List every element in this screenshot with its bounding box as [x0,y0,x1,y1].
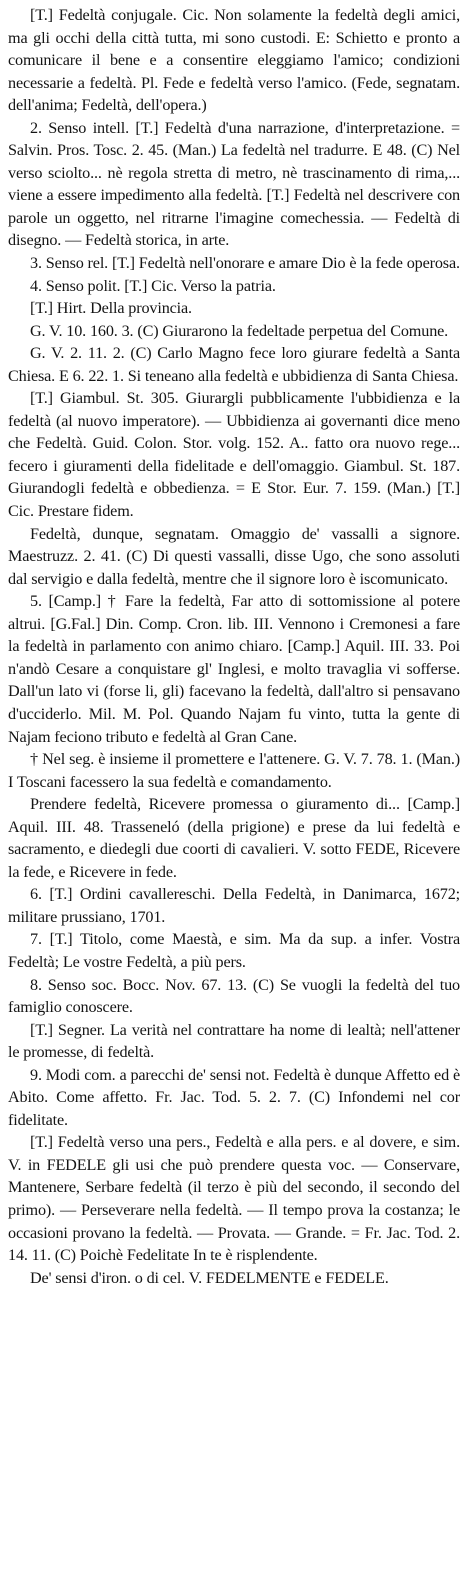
paragraph-fedelta-conjugale: [T.] Fedeltà conjugale. Cic. Non solamente la fedeltà degli amici, ma gli occhi della città tutta, mi sono custodi. E: Schietto e pronto a comunicare il bene e a consentire eleggiamo l'amico; condizioni necessarie a fedeltà. Pl. Fede e fedeltà verso l'amico. (Fede, segnatam. dell'anima; Fedeltà, dell'opera.) [8,6,460,115]
paragraph-sense-2-intellectual: 2. Senso intell. [T.] Fedeltà d'una narrazione, d'interpretazione. = Salvin. Pros. Tosc. 2. 45. (Man.) La fedeltà nel tradurre. E 48. (C) Nel verso sciolto... nè regola stretta di metro, nè trascinamento di rima,... viene a essere impedimento alla fedeltà. [T.] Fedeltà nel descrivere con parole un oggetto, nel ritrarne l'imagine comechessia. — Fedeltà di disegno. — Fedeltà storica, in arte. [8,118,460,250]
paragraph-sense-6-ordini: 6. [T.] Ordini cavallereschi. Della Fedeltà, in Danimarca, 1672; militare prussiano, 1701. [8,885,460,926]
paragraph-sense-4-political: 4. Senso polit. [T.] Cic. Verso la patria. [30,276,276,295]
paragraph-gv-2-11: G. V. 2. 11. 2. (C) Carlo Magno fece loro giurare fedeltà a Santa Chiesa. E 6. 22. 1. Si teneano alla fedeltà e ubbidienza di Santa Chiesa. [8,344,460,385]
paragraph-segner-lealta: [T.] Segner. La verità nel contrattare ha nome di lealtà; nell'attener le promesse, di fedeltà. [8,1020,460,1062]
paragraph-hirt-provincia: [T.] Hirt. Della provincia. [30,299,192,318]
paragraph-sense-7-titolo: 7. [T.] Titolo, come Maestà, e sim. Ma da sup. a infer. Vostra Fedeltà; Le vostre Fedeltà, a più pers. [8,930,460,971]
paragraph-fedelta-verso-pers: [T.] Fedeltà verso una pers., Fedeltà e alla pers. e al dovere, e sim. V. in FEDELE gli usi che può prendere questa voc. — Conservare, Mantenere, Serbare fedeltà (il terzo è più del secondo, il secondo del primo). — Perseverare nella fedeltà. — Il tempo prova la costanza; le occasioni provano la fedeltà. — Provata. — Grande. = Fr. Jac. Tod. 2. 14. 11. (C) Poichè Fedelitate In te è risplendente. [8,1133,460,1265]
paragraph-sense-9-modi: 9. Modi com. a parecchi de' sensi not. Fedeltà è dunque Affetto ed è Abito. Come affetto. Fr. Jac. Tod. 5. 2. 7. (C) Infondemi nel cor fidelitate. [8,1065,460,1129]
paragraph-prendere-fedelta: Prendere fedeltà, Ricevere promessa o giuramento di... [Camp.] Aquil. III. 48. Trasseneló (della prigione) e prese da lui fedeltà e sacramento, e diedegli due coorti di cavalieri. V. sotto FEDE, Ricevere la fede, e Ricevere in fede. [8,795,460,881]
paragraph-sense-8-sociale: 8. Senso soc. Bocc. Nov. 67. 13. (C) Se vuogli la fedeltà del tuo famiglio conoscere. [8,975,460,1017]
paragraph-omaggio-vassalli: Fedeltà, dunque, segnatam. Omaggio de' vassalli a signore. Maestruzz. 2. 41. (C) Di questi vassalli, disse Ugo, che sono assoluti dal servigio e dalla fedeltà, mentre che il signore loro è iscomunicato. [8,524,460,588]
paragraph-sensi-ironici: De' sensi d'iron. o di cel. V. FEDELMENTE e FEDELE. [30,1268,389,1287]
paragraph-giambul-305: [T.] Giambul. St. 305. Giurargli pubblicamente l'ubbidienza e la fedeltà (al nuovo imperatore). — Ubbidienza ai governanti dice meno che Fedeltà. Guid. Colon. Stor. volg. 152. A.. fatto ora nuovo rege... fecero i giuramenti della fidelitade e dell'omaggio. Giambul. St. 187. Giurandogli fedeltà e obbedienza. = E Stor. Eur. 7. 159. (Man.) [T.] Cic. Prestare fidem. [8,389,460,521]
paragraph-promettere-attenere: † Nel seg. è insieme il promettere e l'attenere. G. V. 7. 78. 1. (Man.) I Toscani facessero la sua fedeltà e comandamento. [8,750,460,791]
paragraph-sense-3-religious: 3. Senso rel. [T.] Fedeltà nell'onorare e amare Dio è la fede operosa. [30,254,460,273]
paragraph-sense-5-fare-fedelta: 5. [Camp.] † Fare la fedeltà, Far atto di sottomissione al potere altrui. [G.Fal.] Din. Comp. Cron. lib. III. Vennono i Cremonesi a fare la fedeltà in parlamento con animo chiaro. [Camp.] Aquil. III. 33. Poi n'andò Cesare a conquistare gl' Inglesi, e molto travaglia vi sofferse. Dall'un lato vi (forse li, gli) facevano la fedeltà, dall'altro si pensavano d'ucciderlo. Mil. M. Pol. Quando Najam fu vinto, tutta la gente di Najam feciono tributo e fedeltà al Gran Cane. [8,592,460,746]
paragraph-gv-10-160: G. V. 10. 160. 3. (C) Giurarono la fedeltade perpetua del Comune. [30,321,449,340]
